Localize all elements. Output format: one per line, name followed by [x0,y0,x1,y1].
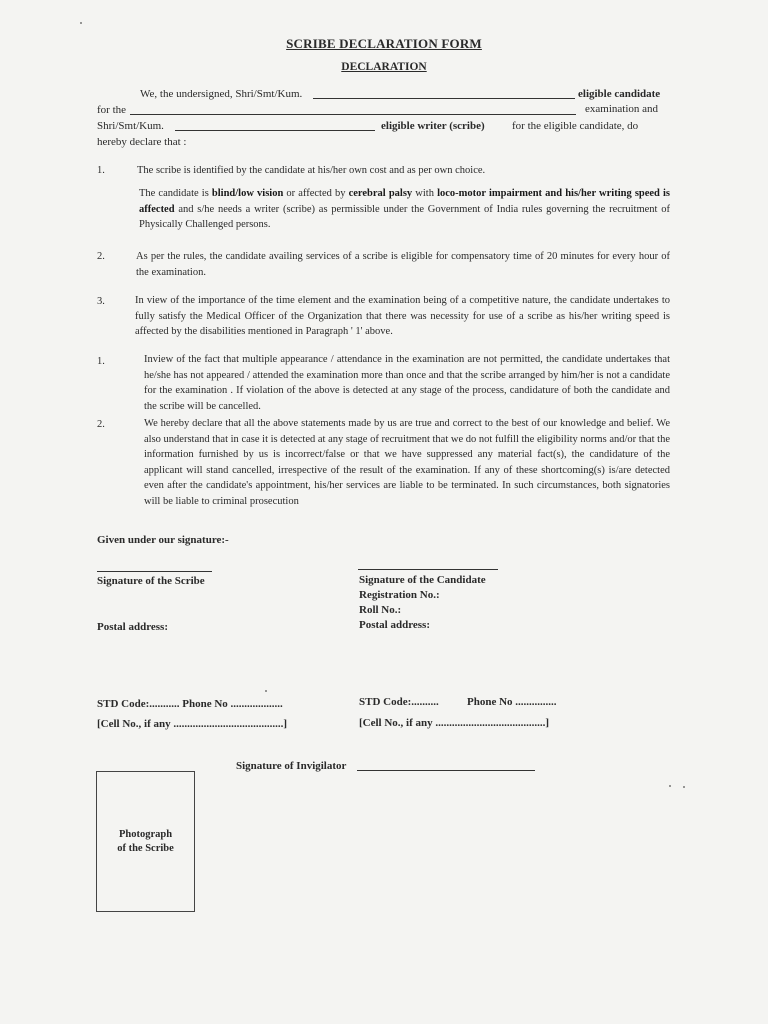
item-number: 1. [97,356,105,367]
scribe-name-blank[interactable] [175,120,375,131]
intro-hereby: hereby declare that : [97,136,187,148]
scan-speck [265,690,267,692]
item-text: In view of the importance of the time element and the examination being of a competitive nature, the candidate undertakes to fully satisfy the Medical Officer of the Organization that there was necessity for use of a scribe as his/her writing speed is affected by the disabilities mentioned in Paragraph ' 1' above. [135,295,670,337]
candidate-signature-label: Signature of the Candidate [359,574,486,586]
scribe-signature-label: Signature of the Scribe [97,575,205,587]
scribe-cell[interactable]: [Cell No., if any ........................................] [97,718,288,730]
candidate-roll-label[interactable]: Roll No.: [359,604,402,616]
item-number: 2. [97,419,105,430]
form-subtitle: DECLARATION [341,61,427,73]
form-title: SCRIBE DECLARATION FORM [286,36,482,51]
item-text: Inview of the fact that multiple appearance / attendance in the examination are not permitted, the candidate undertakes that he/she has not appeared / attended the examination more than once and that the scribe arranged by him/her is not a candidate for the examination . If violation of the above is detected at any stage of the process, candidature of both the candidate and the scribe will be cancelled. [144,354,670,412]
condition-bold-cerebral: cerebral palsy [348,188,413,199]
candidate-postal-label: Postal address: [359,619,430,631]
condition-bold-blind: blind/low vision [211,188,284,199]
photo-label-line2: of the Scribe [117,843,174,854]
item-text: We hereby declare that all the above statements made by us are true and correct to the best of our knowledge and belief. We also understand that in case it is detected at any stage of recruitment that we do not fulfill the eligibility norms and/or that the information furnished by us is incorrect/false or that we have suppressed any material fact(s), the candidature of the applicant will stand cancelled, irrespective of the result of the examination. If any of these shortcoming(s) is/are detected even after the candidate's appointment, his/her services are liable to be terminated. In such circumstances, both signatories will be liable to criminal prosecution [144,418,670,507]
item-text: The scribe is identified by the candidate at his/her own cost and as per own choice. [137,165,486,176]
intro-eligible-candidate: eligible candidate [578,88,661,100]
scan-speck [683,786,685,788]
candidate-phone[interactable]: Phone No ............... [467,696,557,708]
intro-examination-and: examination and [585,103,659,115]
scan-speck [669,785,671,787]
scan-speck [80,22,82,24]
candidate-std-code[interactable]: STD Code:.......... [359,696,439,708]
item-candidate-condition [139,186,670,233]
intro-for-the: for the [97,104,127,116]
condition-text-a: The candidate is [139,188,212,199]
condition-bold-locomotor: loco-motor impairment and his/her writing speed is affected [139,188,671,215]
item-text: As per the rules, the candidate availing services of a scribe is eligible for compensatory time of 20 minutes for every hour of the examination. [136,251,670,278]
given-under-signature: Given under our signature:- [97,534,229,546]
scribe-signature-line[interactable] [97,571,212,572]
condition-text-d: with [412,188,438,199]
scribe-std-phone[interactable]: STD Code:........... Phone No ................... [97,698,283,710]
photo-label [97,828,194,856]
photo-box[interactable] [96,771,195,912]
candidate-registration-label[interactable]: Registration No.: [359,589,440,601]
intro-eligible-writer: eligible writer (scribe) [381,120,485,132]
item-number: 3. [97,296,105,307]
item-number: 1. [97,165,105,176]
intro-we: We, the undersigned, Shri/Smt/Kum. [140,88,303,100]
photo-label-line1: Photograph [118,829,173,840]
scribe-postal-label: Postal address: [97,621,168,633]
invigilator-signature-label: Signature of Invigilator [236,760,347,772]
invigilator-signature-line[interactable] [357,770,535,771]
examination-name-blank[interactable] [130,104,576,115]
candidate-cell[interactable]: [Cell No., if any ........................................] [359,717,550,729]
item-number: 2. [97,251,105,262]
candidate-signature-line[interactable] [358,569,498,570]
condition-text-c: or affected by [283,188,349,199]
condition-text-e: and s/he needs a writer (scribe) as permissible under the Government of India rules governing the recruitment of Physically Challenged persons. [139,203,670,230]
intro-shri2: Shri/Smt/Kum. [97,120,164,132]
intro-for-eligible: for the eligible candidate, do [512,120,639,132]
candidate-name-blank[interactable] [313,88,575,99]
